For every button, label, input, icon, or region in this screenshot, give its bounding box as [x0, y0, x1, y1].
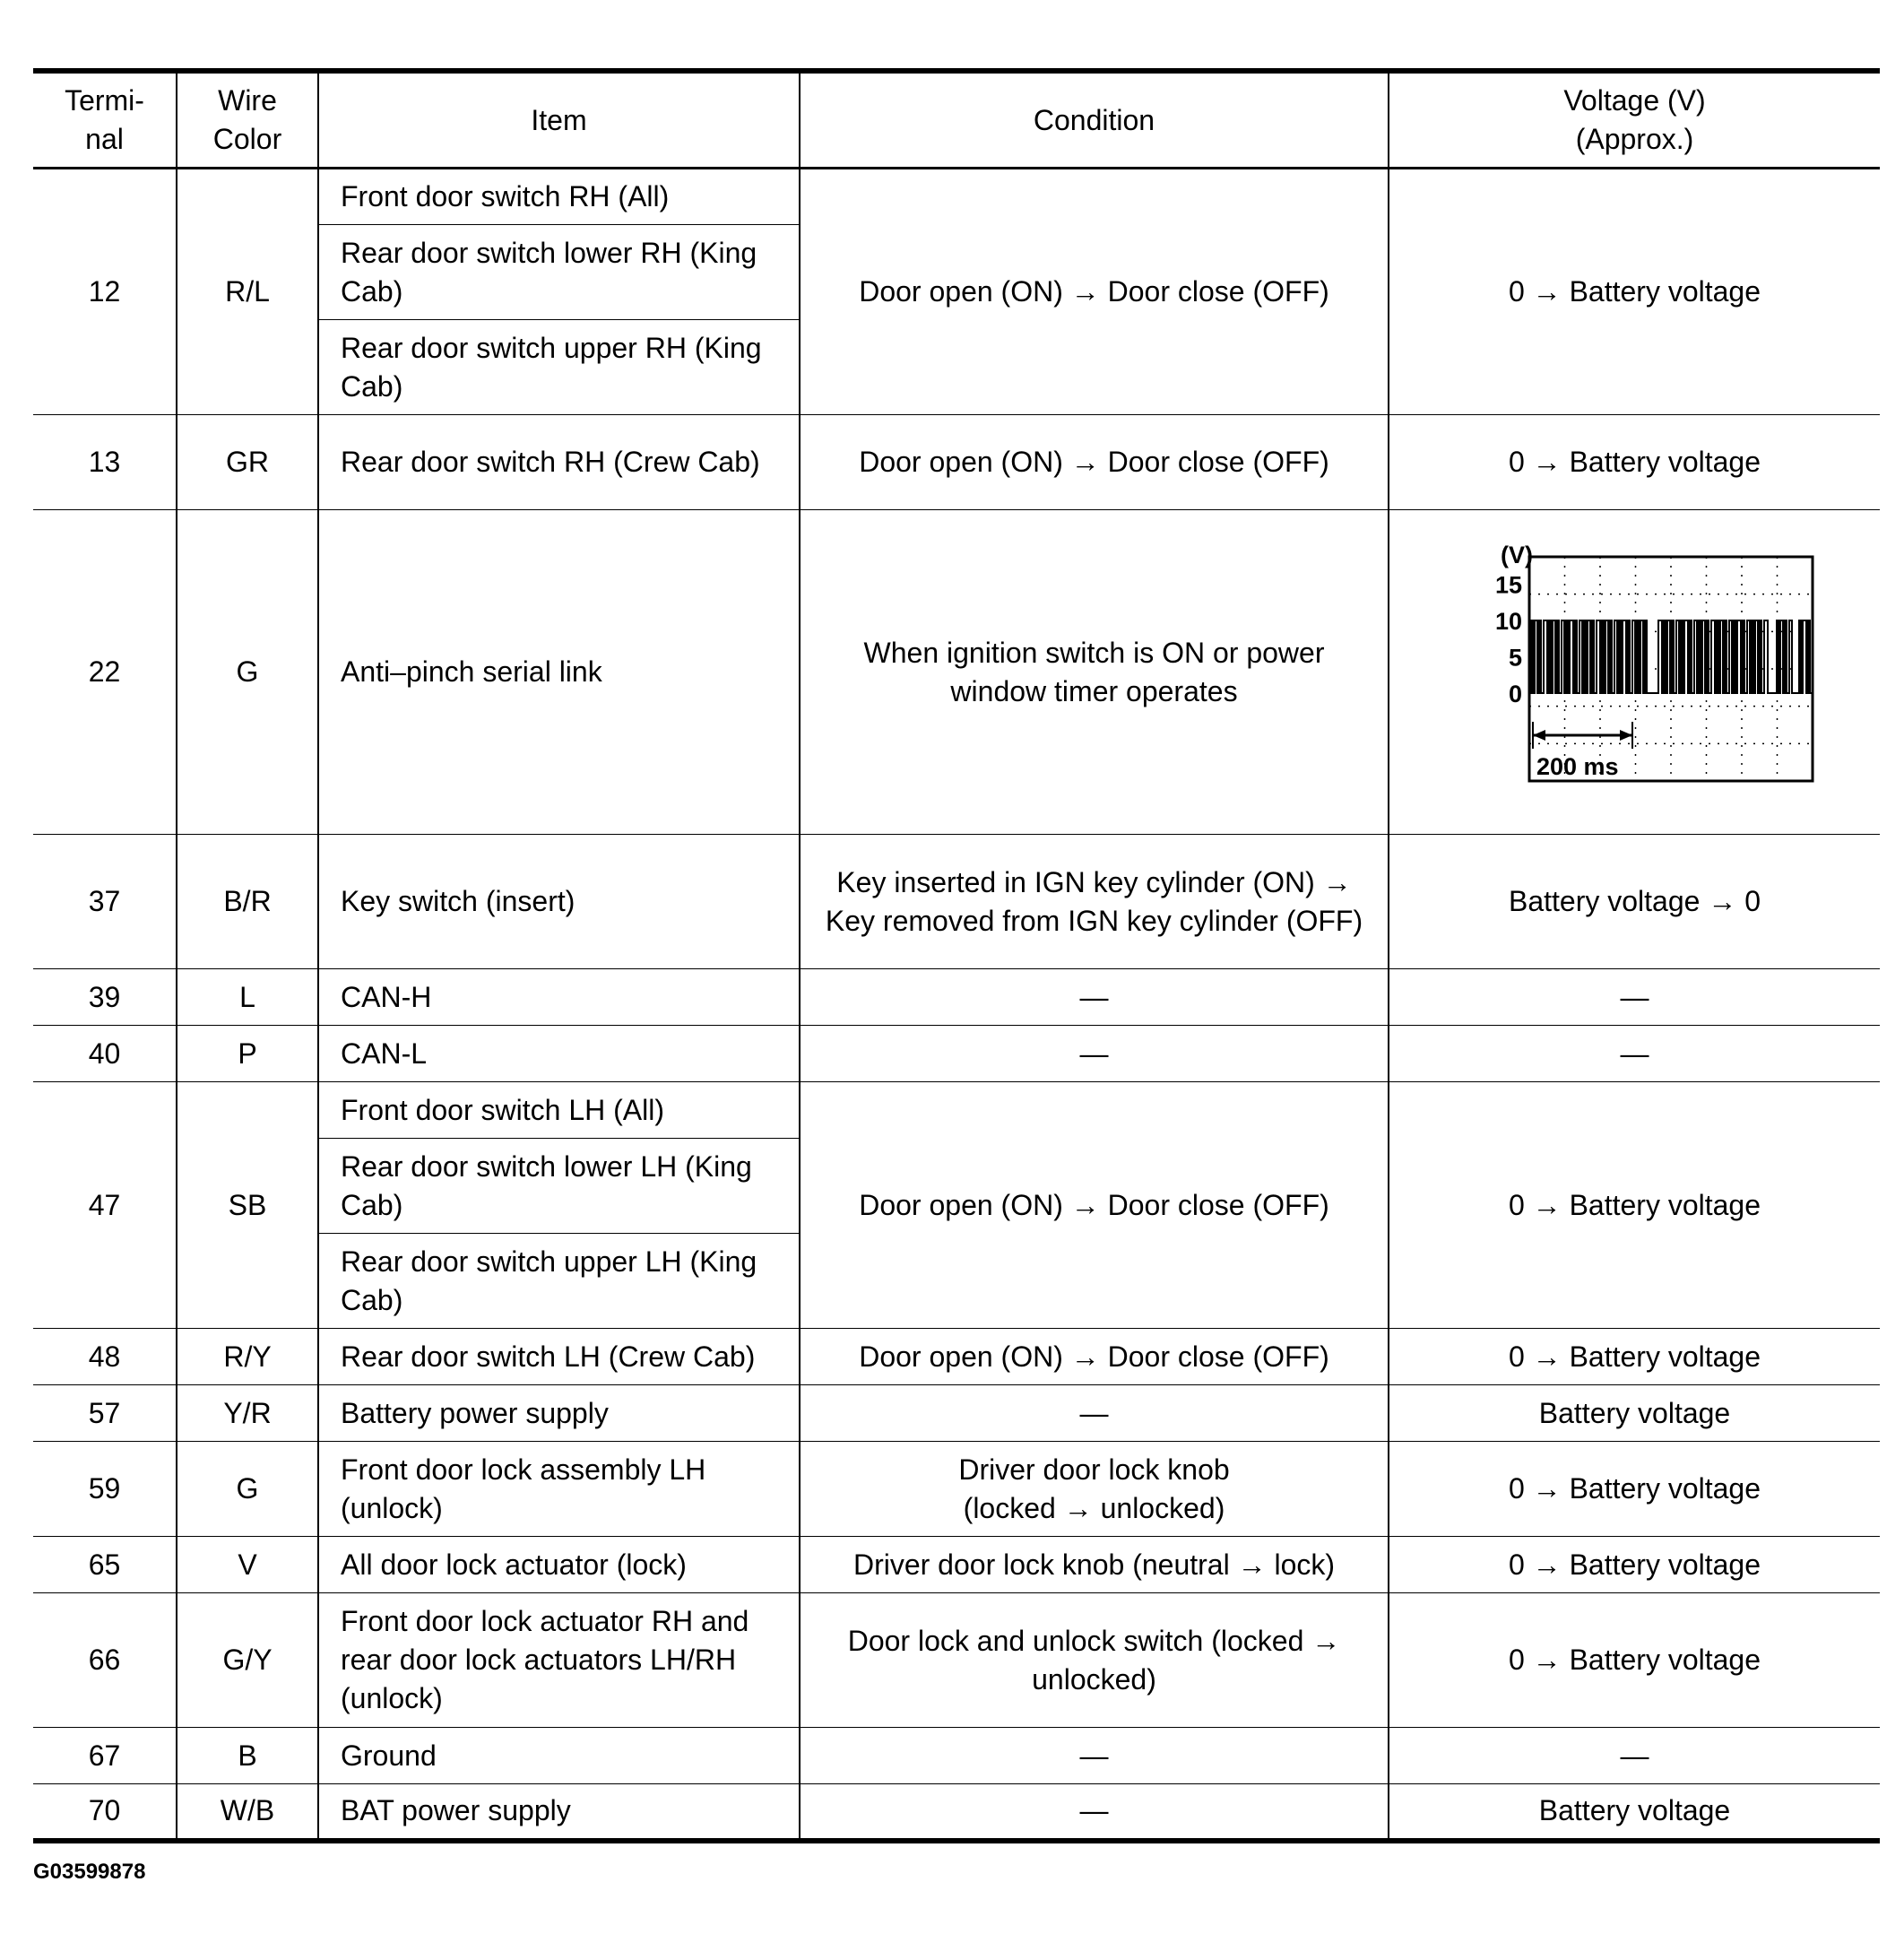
terminal-cell: 67 — [33, 1728, 177, 1784]
terminal-cell: 39 — [33, 969, 177, 1026]
table-row — [33, 969, 1880, 1026]
y-tick-label: 0 — [1508, 680, 1522, 707]
condition-cell: Key inserted in IGN key cylinder (ON) → Key removed from IGN key cylinder (OFF) — [800, 835, 1389, 969]
terminal-cell: 13 — [33, 415, 177, 510]
waveform-trace — [1529, 620, 1813, 693]
voltage-cell: Battery voltage — [1389, 1385, 1880, 1442]
pulse-trace — [1529, 620, 1813, 693]
item-cell: BAT power supply — [318, 1784, 800, 1841]
item-cell: Key switch (insert) — [318, 835, 800, 969]
table-row — [33, 169, 1880, 225]
item-cell: Anti–pinch serial link — [318, 510, 800, 835]
item-cell: Front door switch LH (All) — [318, 1082, 800, 1139]
item-cell: Front door lock assembly LH (unlock) — [318, 1442, 800, 1537]
terminal-cell: 12 — [33, 169, 177, 415]
waveform-unit-label: (V) — [1500, 541, 1533, 568]
y-tick-label: 5 — [1508, 644, 1522, 671]
header-row — [33, 71, 1880, 169]
voltage-cell: 0 → Battery voltage — [1389, 169, 1880, 415]
table-row — [33, 415, 1880, 510]
table-row — [33, 1784, 1880, 1841]
table-row — [33, 1593, 1880, 1728]
item-cell: Battery power supply — [318, 1385, 800, 1442]
voltage-cell: Battery voltage — [1389, 1784, 1880, 1841]
time-scale-label: 200 ms — [1536, 752, 1619, 780]
time-scale-marker — [1533, 722, 1632, 749]
condition-cell: Driver door lock knob (neutral → lock) — [800, 1537, 1389, 1593]
terminal-cell: 47 — [33, 1082, 177, 1329]
item-cell: Rear door switch upper RH (King Cab) — [318, 320, 800, 415]
terminal-cell: 65 — [33, 1537, 177, 1593]
condition-cell: — — [800, 1728, 1389, 1784]
wire-color-cell: SB — [177, 1082, 318, 1329]
item-cell: Rear door switch lower RH (King Cab) — [318, 225, 800, 320]
wire-color-cell: G — [177, 1442, 318, 1537]
terminal-cell: 57 — [33, 1385, 177, 1442]
terminal-cell: 48 — [33, 1329, 177, 1385]
condition-cell: — — [800, 969, 1389, 1026]
wire-color-cell: W/B — [177, 1784, 318, 1841]
condition-cell: When ignition switch is ON or power window timer operates — [800, 510, 1389, 835]
table-row — [33, 510, 1880, 835]
y-tick-label: 10 — [1494, 607, 1522, 635]
item-cell: CAN-L — [318, 1026, 800, 1082]
table-row — [33, 1442, 1880, 1537]
item-cell: Rear door switch upper LH (King Cab) — [318, 1234, 800, 1329]
voltage-cell: 0 → Battery voltage — [1389, 1082, 1880, 1329]
waveform-y-ticks — [1494, 571, 1521, 707]
voltage-cell: 0 → Battery voltage — [1389, 1329, 1880, 1385]
table-row — [33, 1329, 1880, 1385]
figure-id: G03599878 — [33, 1860, 146, 1884]
wire-color-cell: B — [177, 1728, 318, 1784]
terminal-table — [33, 68, 1880, 1843]
terminal-cell: 22 — [33, 510, 177, 835]
voltage-cell: 0 → Battery voltage — [1389, 1442, 1880, 1537]
wire-color-cell: Y/R — [177, 1385, 318, 1442]
table-row — [33, 1537, 1880, 1593]
table-row — [33, 835, 1880, 969]
item-cell: Rear door switch RH (Crew Cab) — [318, 415, 800, 510]
header-condition: Condition — [800, 71, 1389, 169]
voltage-cell: — — [1389, 969, 1880, 1026]
header-item: Item — [318, 71, 800, 169]
wire-color-cell: R/L — [177, 169, 318, 415]
voltage-cell: 0 → Battery voltage — [1389, 1537, 1880, 1593]
condition-cell: Door open (ON) → Door close (OFF) — [800, 1329, 1389, 1385]
header-terminal: Termi- nal — [33, 71, 177, 169]
header-wire-color: Wire Color — [177, 71, 318, 169]
wire-color-cell: G — [177, 510, 318, 835]
header-voltage: Voltage (V) (Approx.) — [1389, 71, 1880, 169]
wire-color-cell: P — [177, 1026, 318, 1082]
terminal-cell: 59 — [33, 1442, 177, 1537]
wire-color-cell: GR — [177, 415, 318, 510]
table-row — [33, 1385, 1880, 1442]
condition-cell: — — [800, 1784, 1389, 1841]
table-row — [33, 1082, 1880, 1139]
terminal-cell: 70 — [33, 1784, 177, 1841]
item-cell: CAN-H — [318, 969, 800, 1026]
wire-color-cell: G/Y — [177, 1593, 318, 1728]
condition-cell: — — [800, 1026, 1389, 1082]
wire-color-cell: B/R — [177, 835, 318, 969]
wire-color-cell: L — [177, 969, 318, 1026]
terminal-cell: 40 — [33, 1026, 177, 1082]
voltage-cell: — — [1389, 1728, 1880, 1784]
voltage-cell: 0 → Battery voltage — [1389, 1593, 1880, 1728]
anti-pinch-waveform — [1447, 538, 1823, 807]
terminal-cell: 66 — [33, 1593, 177, 1728]
condition-cell: — — [800, 1385, 1389, 1442]
item-cell: Front door switch RH (All) — [318, 169, 800, 225]
wire-color-cell: V — [177, 1537, 318, 1593]
voltage-cell: — — [1389, 1026, 1880, 1082]
voltage-cell: Battery voltage → 0 — [1389, 835, 1880, 969]
table-row — [33, 1026, 1880, 1082]
voltage-cell: 0 → Battery voltage — [1389, 415, 1880, 510]
item-cell: Front door lock actuator RH and rear door lock actuators LH/RH (unlock) — [318, 1593, 800, 1728]
item-cell: Rear door switch lower LH (King Cab) — [318, 1139, 800, 1234]
item-cell: Ground — [318, 1728, 800, 1784]
wire-color-cell: R/Y — [177, 1329, 318, 1385]
terminal-cell: 37 — [33, 835, 177, 969]
voltage-waveform-cell — [1389, 510, 1880, 835]
condition-cell: Driver door lock knob (locked → unlocked) — [800, 1442, 1389, 1537]
condition-cell: Door open (ON) → Door close (OFF) — [800, 1082, 1389, 1329]
item-cell: All door lock actuator (lock) — [318, 1537, 800, 1593]
condition-cell: Door lock and unlock switch (locked → unlocked) — [800, 1593, 1389, 1728]
condition-cell: Door open (ON) → Door close (OFF) — [800, 169, 1389, 415]
table-row — [33, 1728, 1880, 1784]
condition-cell: Door open (ON) → Door close (OFF) — [800, 415, 1389, 510]
item-cell: Rear door switch LH (Crew Cab) — [318, 1329, 800, 1385]
y-tick-label: 15 — [1494, 571, 1522, 598]
